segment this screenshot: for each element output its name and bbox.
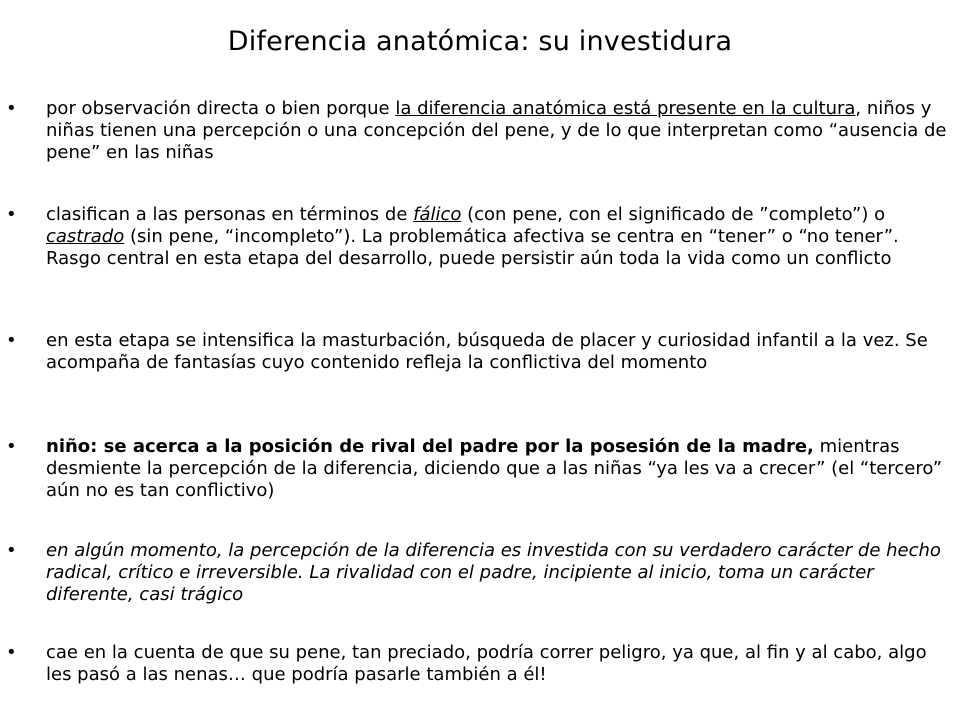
bullet-dot: • — [6, 98, 17, 119]
bullet-bold-text: niño: se acerca a la posición de rival del padre por la posesión de la madre, — [46, 436, 814, 457]
bullet-text: (sin pene, “incompleto”). La problemática afectiva se centra en “tener” o “no tener”. Rasgo central en esta etapa del desarrollo, puede persistir aún toda la vida como un conflicto — [46, 226, 899, 269]
bullet-text: clasifican a las personas en términos de — [46, 204, 414, 225]
bullet-dot: • — [6, 642, 17, 663]
bullet-dot: • — [6, 330, 17, 351]
bullet-dot: • — [6, 204, 17, 225]
bullet-dot: • — [6, 436, 17, 457]
bullet-dot: • — [6, 540, 17, 561]
bullet-text: en esta etapa se intensifica la masturbación, búsqueda de placer y curiosidad infantil a la vez. Se acompaña de fantasías cuyo contenido refleja la conflictiva del momento — [46, 330, 928, 373]
bullet-item-5 — [6, 540, 956, 606]
bullet-text: cae en la cuenta de que su pene, tan preciado, podría correr peligro, ya que, al fin y al cabo, algo les pasó a las nenas… que podría pasarle también a él! — [46, 642, 927, 685]
term-falico: fálico — [413, 204, 462, 225]
bullet-item-6 — [6, 642, 956, 686]
bullet-text: mientras desmiente la percepción de la diferencia, diciendo que a las niñas “ya les va a crecer” (el “tercero” aún no es tan conflictivo) — [46, 436, 943, 501]
slide-title: Diferencia anatómica: su investidura — [227, 26, 733, 57]
bullet-text: , niños y niñas tienen una percepción o una concepción del pene, y de lo que interpretan como “ausencia de pene” en las niñas — [46, 98, 947, 163]
bullet-text: (con pene, con el significado de ”completo”) o — [461, 204, 886, 225]
bullet-text: por observación directa o bien porque — [46, 98, 396, 119]
bullet-item-3 — [6, 330, 956, 374]
bullet-item-1 — [6, 98, 956, 164]
bullet-italic-text: en algún momento, la percepción de la diferencia es investida con su verdadero carácter de hecho radical, crítico e irreversible. La rivalidad con el padre, incipiente al inicio, toma un carácter diferente, casi trágico — [46, 540, 941, 605]
term-castrado: castrado — [46, 226, 125, 247]
bullet-item-2 — [6, 204, 956, 270]
bullet-underlined-text: la diferencia anatómica está presente en la cultura — [395, 98, 856, 119]
bullet-item-4 — [6, 436, 956, 502]
